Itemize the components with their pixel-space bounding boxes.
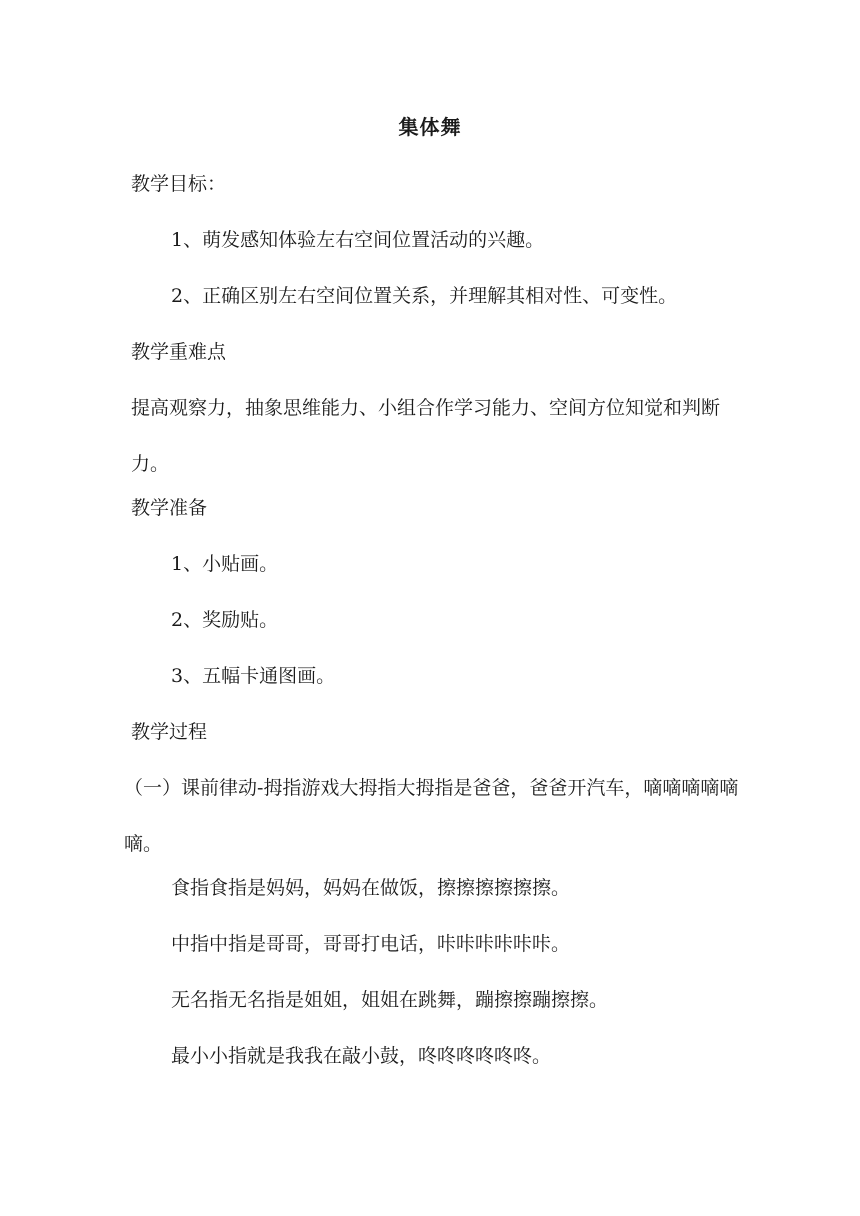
process-line-4: 最小小指就是我我在敲小鼓，咚咚咚咚咚咚。 — [171, 1045, 552, 1067]
preparation-heading: 教学准备 — [131, 497, 208, 519]
preparation-item-2: 2、奖励贴。 — [171, 609, 279, 631]
preparation-item-3: 3、五幅卡通图画。 — [171, 665, 336, 687]
process-line-1: 食指食指是妈妈，妈妈在做饭，擦擦擦擦擦擦。 — [171, 877, 571, 899]
process-line-3: 无名指无名指是姐姐，姐姐在跳舞，蹦擦擦蹦擦擦。 — [171, 989, 609, 1011]
objective-item-2: 2、正确区别左右空间位置关系，并理解其相对性、可变性。 — [171, 285, 678, 307]
key-points-heading: 教学重难点 — [131, 341, 227, 363]
key-points-text: 提高观察力，抽象思维能力、小组合作学习能力、空间方位知觉和判断力。 — [131, 397, 721, 475]
preparation-item-1: 1、小贴画。 — [171, 553, 279, 575]
objectives-heading: 教学目标： — [131, 173, 227, 195]
process-intro: （一）课前律动-拇指游戏大拇指大拇指是爸爸，爸爸开汽车，嘀嘀嘀嘀嘀嘀。 — [124, 777, 739, 855]
process-line-2: 中指中指是哥哥，哥哥打电话，咔咔咔咔咔咔。 — [171, 933, 571, 955]
process-heading: 教学过程 — [131, 721, 208, 743]
objective-item-1: 1、萌发感知体验左右空间位置活动的兴趣。 — [171, 229, 545, 251]
document-title: 集体舞 — [398, 115, 462, 139]
